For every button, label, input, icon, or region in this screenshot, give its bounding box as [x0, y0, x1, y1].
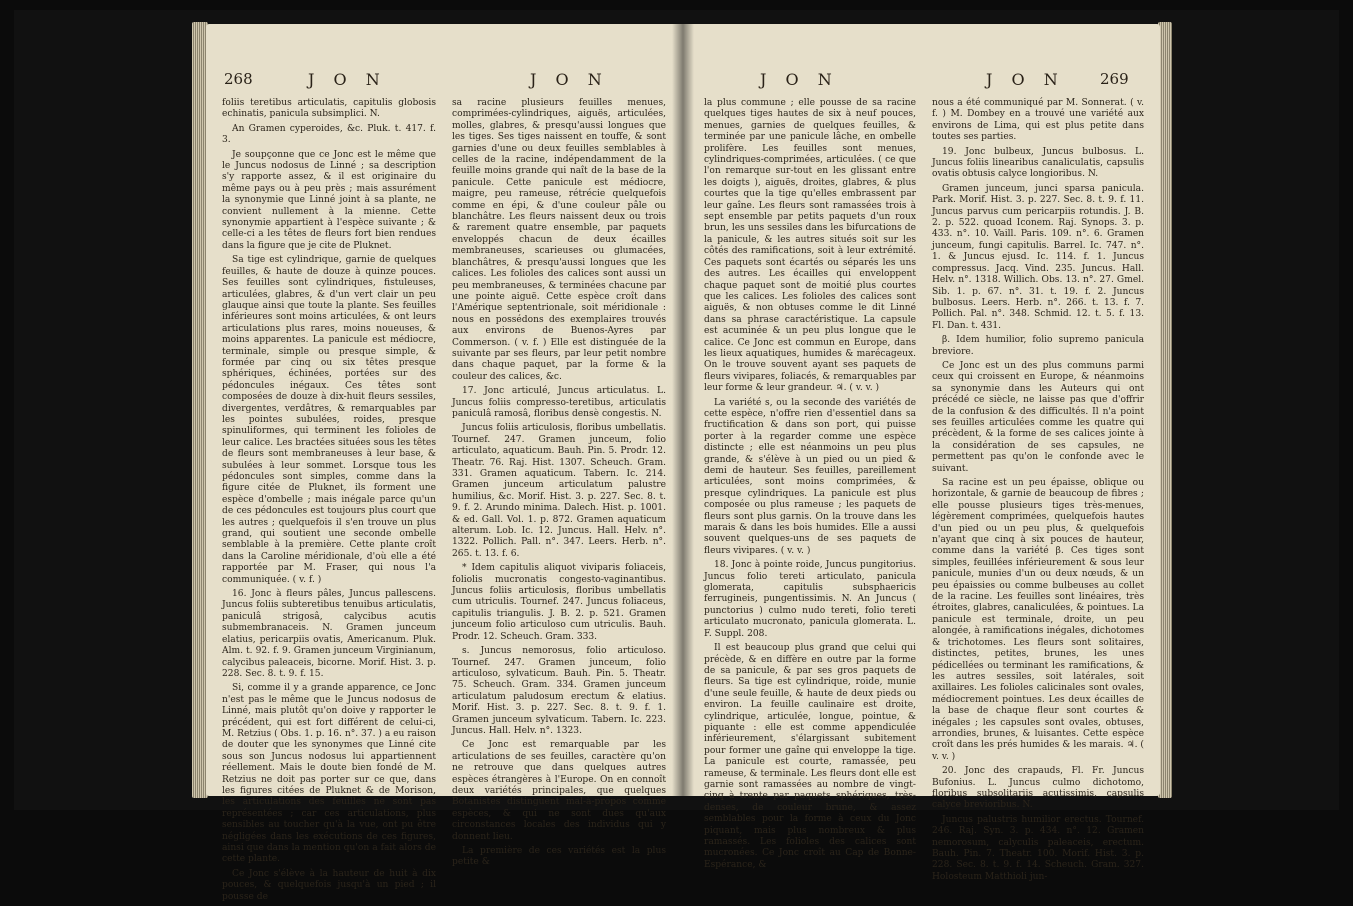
paragraph: β. Idem humilior, folio supremo panicula breviore.: [932, 335, 1144, 357]
paragraph: 19. Jonc bulbeux, Juncus bulbosus. L. Juncus foliis linearibus canaliculatis, capsulis ovatis obtusis calyce longioribus. N.: [932, 146, 1144, 180]
paragraph: * Idem capitulis aliquot viviparis foliaceis, foliolis mucronatis congesto-vaginantibus. Juncus foliis articulosis, floribus umbellatis cum utriculis. Tournef. 247. Juncus foliaceus, capitulis triangulis. J. B. 2. p. 521. Gramen junceum folio articuloso cum utriculis. Bauh. Prodr. 12. Scheuch. Gram. 333.: [452, 563, 666, 642]
paragraph: nous a été communiqué par M. Sonnerat. ( v. f. ) M. Dombey en a trouvé une variété aux environs de Lima, qui est plus petite dans toutes ses parties.: [932, 98, 1144, 143]
running-head-word: J O N: [986, 70, 1065, 89]
page-number: 268: [224, 70, 253, 88]
paragraph: La première de ces variétés est la plus petite &: [452, 846, 666, 868]
running-head-word: J O N: [760, 70, 839, 89]
running-head-word: J O N: [308, 70, 387, 89]
running-head-word: J O N: [530, 70, 609, 89]
column-right: [452, 98, 666, 872]
book-spread: [14, 10, 1339, 902]
paragraph: Sa racine est un peu épaisse, oblique ou horizontale, & garnie de beaucoup de fibres ; elle pousse plusieurs tiges très-menues, légèrement comprimées, quelquefois hautes d'un pied ou un peu plus, & quelquefois n'ayant que cinq à six pouces de hauteur, comme dans la variété β. Ces tiges sont simples, feuillées inférieurement & sous leur panicule, munies d'un ou deux nœuds, & un peu épaissies ou comme bulbeuses au collet de la racine. Les feuilles sont linéaires, très étroites, glabres, canaliculées, & pointues. La panicule est terminale, droite, un peu alongée, à ramifications inégales, dichotomes & trichotomes. Les fleurs sont solitaires, distinctes, petites, brunes, les unes pédicellées ou terminant les ramifications, & les autres sessiles, soit latérales, soit axillaires. Les folioles calicinales sont ovales, médiocrement pointues. Les deux écailles de la base de chaque fleur sont courtes & inégales ; les capsules sont ovales, obtuses, arrondies, brunes, & luisantes. Cette espèce croît dans les prés humides & les marais. ♃. ( v. v. ): [932, 478, 1144, 762]
paragraph: Ce Jonc est un des plus communs parmi ceux qui croissent en Europe, & néanmoins sa synonymie dans les Auteurs qui ont précédé ce siècle, ne laisse pas que d'offrir de la confusion & des difficultés. Il n'a point ses feuilles articulées comme les quatre qui précèdent, & la forme de ses calices jointe à la considération de ses capsules, ne permettent pas qu'on le confonde avec le suivant.: [932, 360, 1144, 474]
paragraph: Ce Jonc est remarquable par les articulations de ses feuilles, caractère qu'on ne retrouve que dans quelques autres espèces étrangères à l'Europe. On en connoît deux variétés principales, que quelques Botanistes distinguent mal-à-propos comme espèces, & qui ne sont dues qu'aux circonstances locales des individus qui y donnent lieu.: [452, 740, 666, 842]
column-right: [932, 98, 1144, 886]
paragraph: s. Juncus nemorosus, folio articuloso. Tournef. 247. Gramen junceum, folio articuloso, sylvaticum. Bauh. Pin. 5. Theatr. 75. Scheuch. Gram. 334. Gramen junceum articulatum paludosum erectum & elatius. Morif. Hist. 3. p. 227. Sec. 8. t. 9. f. 1. Gramen junceum sylvaticum. Tabern. Ic. 223. Juncus. Hall. Helv. n°. 1323.: [452, 646, 666, 736]
paragraph: Il est beaucoup plus grand que celui qui précède, & en diffère en outre par la forme de sa panicule, & par ses gros paquets de fleurs. Sa tige est cylindrique, roide, munie d'une seule feuille, & haute de deux pieds ou environ. La feuille caulinaire est droite, cylindrique, articulée, longue, pointue, & piquante : elle est comme appendiculée inférieurement, s'élargissant subitement pour former une gaîne qui enveloppe la tige. La panicule est courte, ramassée, peu rameuse, & terminale. Les fleurs dont elle est garnie sont ramassées au nombre de vingt-cinq à trente par paquets sphériques, très-denses, de couleur brune, & assez semblables pour la forme à ceux du Jonc piquant, mais plus nombreux & plus ramassés. Les folioles des calices sont mucronées. Ce Jonc croît au Cap de Bonne-Espérance, &: [704, 643, 916, 870]
paragraph: 16. Jonc à fleurs pâles, Juncus pallescens. Juncus foliis subteretibus tenuibus articulatis, paniculâ strigosâ, calycibus acutis submembranaceis. N. Gramen junceum elatius, pericarpiis ovatis, Americanum. Pluk. Alm. t. 92. f. 9. Gramen junceum Virginianum, calycibus paleaceis, bicorne. Morif. Hist. 3. p. 228. Sec. 8. t. 9. f. 15.: [222, 589, 436, 679]
page-number: 269: [1100, 70, 1129, 88]
paragraph: foliis teretibus articulatis, capitulis globosis echinatis, panicula subsimplici. N.: [222, 98, 436, 120]
column-left: [704, 98, 916, 874]
right-page: [682, 24, 1160, 882]
page-edges-right: [1158, 22, 1172, 798]
paragraph: 17. Jonc articulé, Juncus articulatus. L. Juncus foliis compresso-teretibus, articulatis paniculâ ramosâ, floribus densè congestis. N.: [452, 386, 666, 419]
text-columns: [704, 98, 1144, 882]
text-columns: [222, 98, 666, 902]
paragraph: An Gramen cyperoides, &c. Pluk. t. 417. f. 3.: [222, 123, 436, 146]
book-gutter: [672, 24, 694, 796]
paragraph: 20. Jonc des crapauds, Fl. Fr. Juncus Bufonius. L. Juncus culmo dichotomo, floribus subsolitariis acutissimis, capsulis calyce brevioribus. N.: [932, 766, 1144, 811]
paragraph: Juncus foliis articulosis, floribus umbellatis. Tournef. 247. Gramen junceum, folio articulato, aquaticum. Bauh. Pin. 5. Prodr. 12. Theatr. 76. Raj. Hist. 1307. Scheuch. Gram. 331. Gramen aquaticum. Tabern. Ic. 214. Gramen junceum articulatum palustre humilius, &c. Morif. Hist. 3. p. 227. Sec. 8. t. 9. f. 2. Arundo minima. Dalech. Hist. p. 1001. & ed. Gall. Vol. 1. p. 872. Gramen aquaticum alterum. Lob. Ic. 12. Juncus. Hall. Helv. n°. 1322. Pollich. Pall. n°. 347. Leers. Herb. n°. 265. t. 13. f. 6.: [452, 423, 666, 559]
paragraph: 18. Jonc à pointe roide, Juncus pungitorius. Juncus folio tereti articulato, panicula glomerata, capitulis subsphaericis ferrugineis, pungentissimis. N. An Juncus ( punctorius ) culmo nudo tereti, folio tereti articulato mucronato, panicula glomerata. L. F. Suppl. 208.: [704, 560, 916, 639]
paragraph: Juncus palustris humilior erectus. Tournef. 246. Raj. Syn. 3. p. 434. n°. 12. Gramen nemorosum, calyculis paleaceis, erectum. Bauh. Pin. 7. Theatr. 100. Morif. Hist. 3. p. 228. Sec. 8. t. 9. f. 14. Scheuch. Gram. 327. Holosteum Matthioli jun-: [932, 814, 1144, 882]
left-page: [206, 24, 682, 902]
paragraph: Sa tige est cylindrique, garnie de quelques feuilles, & haute de douze à quinze pouces. Ses feuilles sont cylindriques, fistuleuses, articulées, glabres, & d'un vert clair un peu glauque ainsi que toute la plante. Ses feuilles inférieures sont moins articulées, & ont leurs articulations plus rares, moins noueuses, & moins apparentes. La panicule est médiocre, terminale, simple ou presque simple, & formée par cinq ou six têtes presque sphériques, échinées, portées sur des pédoncules inégaux. Ces têtes sont composées de douze à dix-huit fleurs sessiles, divergentes, verdâtres, & remarquables par les pointes subulées, roides, presque spinuliformes, qui terminent les folioles de leur calice. Les bractées situées sous les têtes de fleurs sont membraneuses à leur base, & subulées à leur sommet. Lorsque tous les pédoncules sont simples, comme dans la figure citée de Pluknet, ils forment une espèce d'ombelle ; mais inégale parce qu'un de ces pédoncules est toujours plus court que les autres ; quelquefois il s'en trouve un plus grand, qui soutient une seconde ombelle semblable à la première. Cette plante croît dans la Caroline méridionale, d'où elle a été rapportée par M. Fraser, qui nous l'a communiquée. ( v. f. ): [222, 255, 436, 585]
paragraph: la plus commune ; elle pousse de sa racine quelques tiges hautes de six à neuf pouces, menues, garnies de quelques feuilles, & terminée par une panicule lâche, en ombelle prolifère. Les feuilles sont menues, cylindriques-comprimées, articulées. ( ce que l'on remarque sur-tout en les glissant entre les doigts ), aiguës, droites, glabres, & plus courtes que la tige qu'elles embrassent par leur gaîne. Les fleurs sont ramassées trois à sept ensemble par petits paquets d'un roux brun, les uns sessiles dans les bifurcations de la panicule, & les autres situés soit sur les côtés des ramifications, soit à leur extrémité. Ces paquets sont écartés ou séparés les uns des autres. Les écailles qui enveloppent chaque paquet sont de moitié plus courtes que les calices. Les folioles des calices sont aiguës, & non obtuses comme le dit Linné dans sa phrase caractéristique. La capsule est acuminée & un peu plus longue que le calice. Ce Jonc est commun en Europe, dans les lieux aquatiques, humides & marécageux. On le trouve souvent ayant ses paquets de fleurs vivipares, foliacés, & remarquables par leur forme & leur grandeur. ♃. ( v. v. ): [704, 98, 916, 394]
paragraph: Je soupçonne que ce Jonc est le même que le Juncus nodosus de Linné ; sa description s'y rapporte assez, & il est originaire du même pays ou à peu près ; mais assurément la synonymie que Linné joint à sa plante, ne convient nullement à la mienne. Cette synonymie appartient à l'espèce suivante ; & celle-ci a les têtes de fleurs fort bien rendues dans la figure que je cite de Pluknet.: [222, 149, 436, 251]
paragraph: Gramen junceum, junci sparsa panicula. Park. Morif. Hist. 3. p. 227. Sec. 8. t. 9. f. 11. Juncus parvus cum pericarpiis rotundis. J. B. 2. p. 522. quoad Iconem. Raj. Synops. 3. p. 433. n°. 10. Vaill. Paris. 109. n°. 6. Gramen junceum, fungi capitulis. Barrel. Ic. 747. n°. 1. & Juncus ejusd. Ic. 114. f. 1. Juncus compressus. Jacq. Vind. 235. Juncus. Hall. Helv. n°. 1318. Willich. Obs. 13. n°. 27. Gmel. Sib. 1. p. 67. n°. 31. t. 19. f. 2. Juncus bulbosus. Leers. Herb. n°. 266. t. 13. f. 7. Pollich. Pal. n°. 348. Schmid. 12. t. 5. f. 13. Fl. Dan. t. 431.: [932, 183, 1144, 331]
paragraph: Ce Jonc s'élève à la hauteur de huit à dix pouces, & quelquefois jusqu'à un pied ; il pousse de: [222, 868, 436, 902]
column-left: [222, 98, 436, 906]
paragraph: La variété s, ou la seconde des variétés de cette espèce, n'offre rien d'essentiel dans sa fructification & dans son port, qui puisse porter à la regarder comme une espèce distincte ; elle est néanmoins un peu plus grande, & s'élève à un pied ou un pied & demi de hauteur. Ses feuilles, pareillement articulées, sont moins comprimées, & presque cylindriques. La panicule est plus composée ou plus rameuse ; les paquets de fleurs sont plus garnis. On la trouve dans les marais & dans les bois humides. Elle a aussi souvent quelques-uns de ses paquets de fleurs vivipares. ( v. v. ): [704, 397, 916, 556]
paragraph: sa racine plusieurs feuilles menues, comprimées-cylindriques, aiguës, articulées, molles, glabres, & presqu'aussi longues que les tiges. Ses tiges naissent en touffe, & sont garnies d'une ou deux feuilles semblables à celles de la racine, indépendamment de la feuille moins grande qui naît de la base de la panicule. Cette panicule est médiocre, maigre, peu rameuse, rétrécie quelquefois comme en épi, & d'une couleur pâle ou blanchâtre. Les fleurs naissent deux ou trois & rarement quatre ensemble, par paquets enveloppés chacun de deux écailles membraneuses, scarieuses ou glumacées, blanchâtres, & presqu'aussi longues que les calices. Les folioles des calices sont aussi un peu membraneuses, & terminées chacune par une pointe aiguë. Cette espèce croît dans l'Amérique septentrionale, soit méridionale : nous en possédons des exemplaires trouvés aux environs de Buenos-Ayres par Commerson. ( v. f. ) Elle est distinguée de la suivante par ses fleurs, par leur petit nombre dans chaque paquet, par la forme & la couleur des calices, &c.: [452, 98, 666, 382]
paragraph: Si, comme il y a grande apparence, ce Jonc n'est pas le même que le Juncus nodosus de Linné, mais plutôt qu'on doive y rapporter le précédent, qui est fort différent de celui-ci, M. Retzius ( Obs. 1. p. 16. n°. 37. ) a eu raison de douter que les synonymes que Linné cite sous son Juncus nodosus lui appartiennent réellement. Mais le doute bien fondé de M. Retzius ne doit pas porter sur ce que, dans les figures citées de Pluknet & de Morison, les articulations des feuilles ne sont pas représentées ; car ces articulations, plus sensibles au toucher qu'à la vue, ont pu être négligées dans les exécutions de ces figures, ainsi que dans la mention qu'on a fait alors de cette plante.: [222, 683, 436, 865]
